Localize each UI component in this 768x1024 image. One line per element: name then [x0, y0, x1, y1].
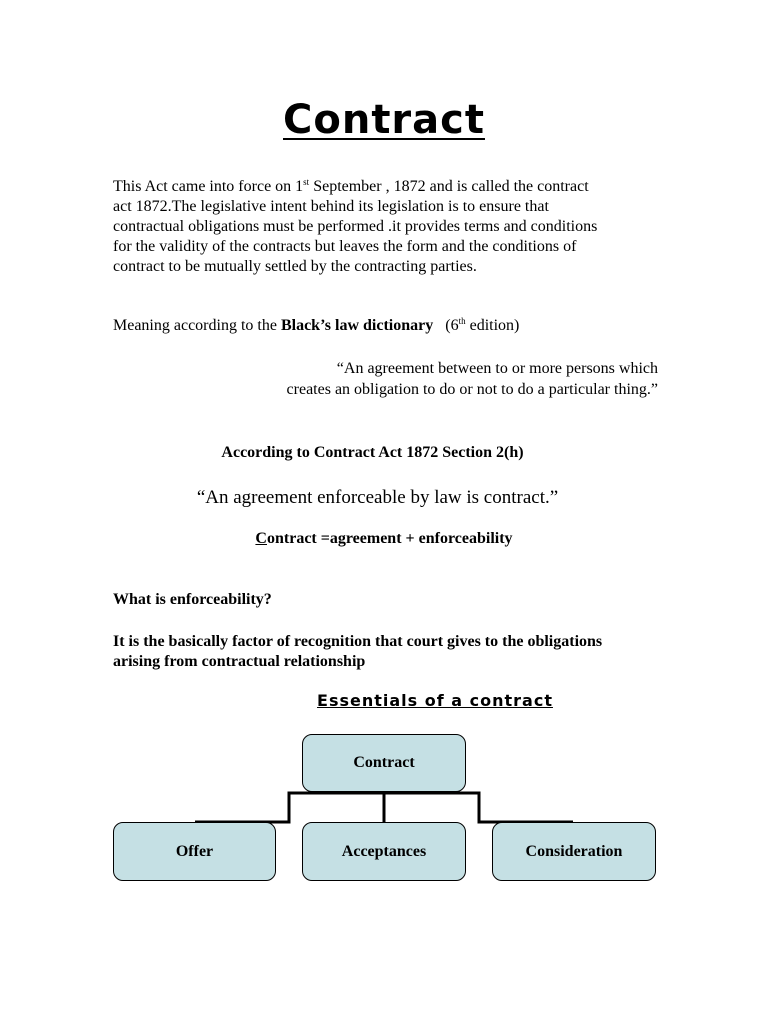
diagram-root-contract: Contract: [302, 734, 466, 792]
section-heading: According to Contract Act 1872 Section 2(h): [221, 444, 524, 461]
act-definition-quote: “An agreement enforceable by law is contract.”: [196, 487, 559, 508]
enforceability-question: What is enforceability?: [113, 591, 272, 608]
intro-line-1: This Act came into force on 1st September , 1872 and is called the contract: [113, 177, 589, 195]
quote-line-2: creates an obligation to do or not to do a particular thing.”: [286, 381, 658, 398]
intro-line-5: contract to be mutually settled by the contracting parties.: [113, 258, 477, 275]
diagram-child-offer: Offer: [113, 822, 276, 881]
diagram-child-acceptances: Acceptances: [302, 822, 466, 881]
intro-line-2: act 1872.The legislative intent behind its legislation is to ensure that: [113, 198, 549, 215]
diagram-child-consideration: Consideration: [492, 822, 656, 881]
intro-line-4: for the validity of the contracts but leaves the form and the conditions of: [113, 238, 577, 255]
answer-line-1: It is the basically factor of recognition that court gives to the obligations: [113, 633, 603, 650]
contract-formula: Contract =agreement + enforceability: [255, 530, 513, 547]
dictionary-name: Black’s law dictionary: [280, 317, 434, 334]
meaning-line: Meaning according to the Black’s law dictionary (6th edition): [113, 316, 520, 334]
intro-line-3: contractual obligations must be performed .it provides terms and conditions: [113, 218, 598, 235]
quote-line-1: “An agreement between to or more persons which: [336, 360, 658, 377]
page-title: Contract: [283, 97, 485, 143]
answer-line-2: arising from contractual relationship: [113, 653, 366, 670]
essentials-heading: Essentials of a contract: [317, 691, 553, 710]
